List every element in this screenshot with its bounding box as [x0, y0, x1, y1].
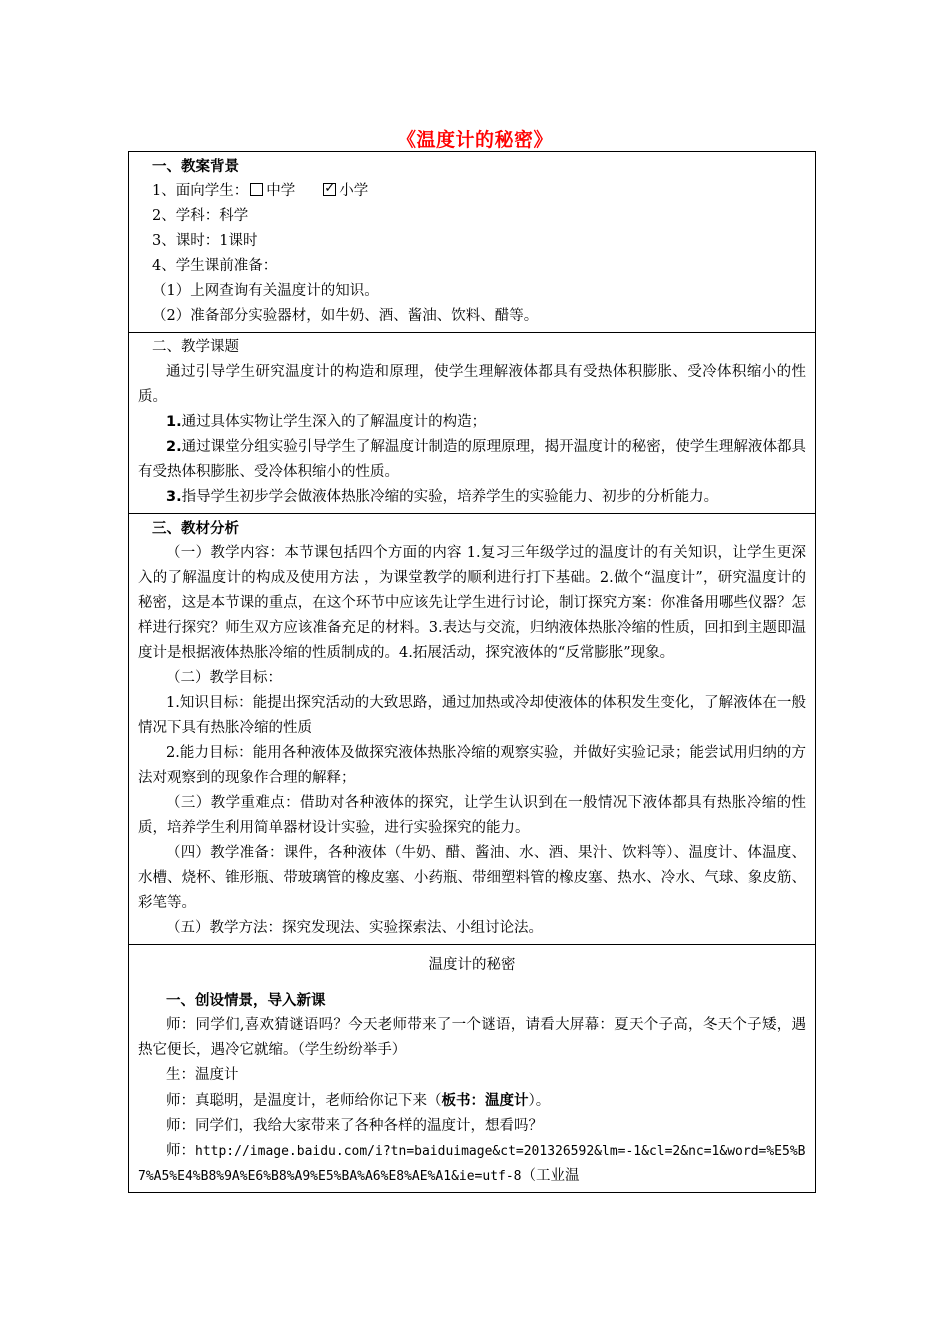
cell-lesson — [129, 945, 816, 1193]
period-line: 3、课时：1课时 — [152, 233, 258, 249]
dialogue-suffix: （工业温 — [521, 1168, 580, 1184]
image-link[interactable]: http://image.baidu.com/i?tn=baiduimage&ct=201326592&lm=-1&cl=2&nc=1&word=%E5%B7%A5%E4%B8%9A%E6%B8%A9%E5%BA%A6%E8%AE%A1&ie=utf-8 — [138, 1144, 806, 1184]
checkbox-unchecked-icon — [250, 183, 263, 196]
topic-item-text: 指导学生初步学会做液体热胀冷缩的实验，培养学生的实验能力、初步的分析能力。 — [181, 489, 719, 505]
topic-item-text: 通过课堂分组实验引导学生了解温度计制造的原理原理，揭开温度计的秘密，使学生理解液体都具有受热体积膨胀、受冷体积缩小的性质。 — [138, 439, 806, 480]
dialogue-text: 师：真聪明，是温度计，老师给你记下来（ — [166, 1093, 442, 1109]
topic-item-number: 3. — [166, 489, 182, 505]
cell-topic — [129, 333, 816, 514]
prep-heading: 4、学生课前准备： — [152, 258, 278, 274]
lesson-plan-table — [128, 151, 816, 1193]
key-points: （三）教学重难点：借助对各种液体的探究，让学生认识到在一般情况下液体都具有热胀冷缩的性质，培养学生利用简单器材设计实验，进行实验探究的能力。 — [138, 795, 806, 836]
ability-goal: 2.能力目标：能用各种液体及做探究液体热胀冷缩的观察实验，并做好实验记录；能尝试用归纳的方法对观察到的现象作合理的解释； — [138, 745, 806, 786]
dialogue-line — [138, 1088, 806, 1114]
topic-item-number: 2. — [166, 439, 182, 455]
dialogue-line-url — [138, 1139, 806, 1189]
target-students-line — [138, 179, 806, 204]
teaching-methods: （五）教学方法：探究发现法、实验探索法、小组讨论法。 — [166, 920, 543, 936]
document-title: 《温度计的秘密》 — [396, 129, 553, 151]
topic-item — [138, 435, 806, 485]
cell-analysis — [129, 514, 816, 945]
option-primary-school: 小学 — [339, 183, 369, 199]
section-heading-analysis: 三、教材分析 — [152, 520, 239, 537]
topic-item — [138, 485, 806, 510]
topic-item-number: 1. — [166, 414, 182, 430]
lesson-section-heading: 一、创设情景，导入新课 — [166, 992, 326, 1009]
dialogue-text: ）。 — [528, 1093, 551, 1109]
goals-heading: （二）教学目标： — [166, 670, 282, 686]
dialogue-line: 生：温度计 — [166, 1067, 239, 1083]
row-lesson — [129, 945, 816, 1193]
teaching-materials: （四）教学准备：课件，各种液体（牛奶、醋、酱油、水、酒、果汁、饮料等）、温度计、体温度、水槽、烧杯、锥形瓶、带玻璃管的橡皮塞、小药瓶、带细塑料管的橡皮塞、热水、冷水、气球、象皮筋、彩笔等。 — [138, 845, 806, 911]
topic-item-text: 通过具体实物让学生深入的了解温度计的构造； — [181, 414, 487, 430]
section-heading-topic: 二、教学课题 — [152, 339, 239, 355]
dialogue-line: 师：同学们，我给大家带来了各种各样的温度计，想看吗？ — [166, 1118, 543, 1134]
row-topic — [129, 333, 816, 514]
section-heading-background: 一、教案背景 — [152, 158, 239, 175]
lesson-title: 温度计的秘密 — [428, 957, 516, 973]
subject-line: 2、学科：科学 — [152, 208, 249, 224]
dialogue-line: 师：同学们,喜欢猜谜语吗？今天老师带来了一个谜语，请看大屏幕：夏天个子高，冬天个子矮，遇热它便长，遇冷它就缩。（学生纷纷举手） — [138, 1017, 806, 1058]
cell-background — [129, 152, 816, 333]
dialogue-prefix: 师： — [166, 1143, 195, 1159]
students-label: 1、面向学生： — [152, 183, 249, 199]
teaching-content: （一）教学内容：本节课包括四个方面的内容 1.复习三年级学过的温度计的有关知识，让学生更深入的了解温度计的构成及使用方法 ，为课堂教学的顺利进行打下基础。2.做个“温度计”，研究温度计的秘密，这是本节课的重点，在这个环节中应该先让学生进行讨论，制订探究方案：你准备用哪些仪器？怎样进行探究？师生双方应该准备充足的材料。3.表达与交流，归纳液体热胀冷缩的性质，回扣到主题即温度计是根据液体热胀冷缩的性质制成的。4.拓展活动，探究液体的“反常膨胀”现象。 — [138, 545, 806, 661]
row-background — [129, 152, 816, 333]
topic-intro: 通过引导学生研究温度计的构造和原理，使学生理解液体都具有受热体积膨胀、受冷体积缩小的性质。 — [138, 364, 806, 405]
topic-item — [138, 410, 806, 435]
checkbox-checked-icon — [323, 183, 336, 196]
blackboard-note: 板书：温度计 — [441, 1092, 529, 1109]
row-analysis — [129, 514, 816, 945]
prep-item: （2）准备部分实验器材，如牛奶、酒、酱油、饮料、醋等。 — [152, 308, 539, 324]
option-middle-school: 中学 — [266, 183, 296, 199]
prep-item: （1）上网查询有关温度计的知识。 — [152, 283, 379, 299]
knowledge-goal: 1.知识目标：能提出探究活动的大致思路，通过加热或冷却使液体的体积发生变化，了解液体在一般情况下具有热胀冷缩的性质 — [138, 695, 806, 736]
